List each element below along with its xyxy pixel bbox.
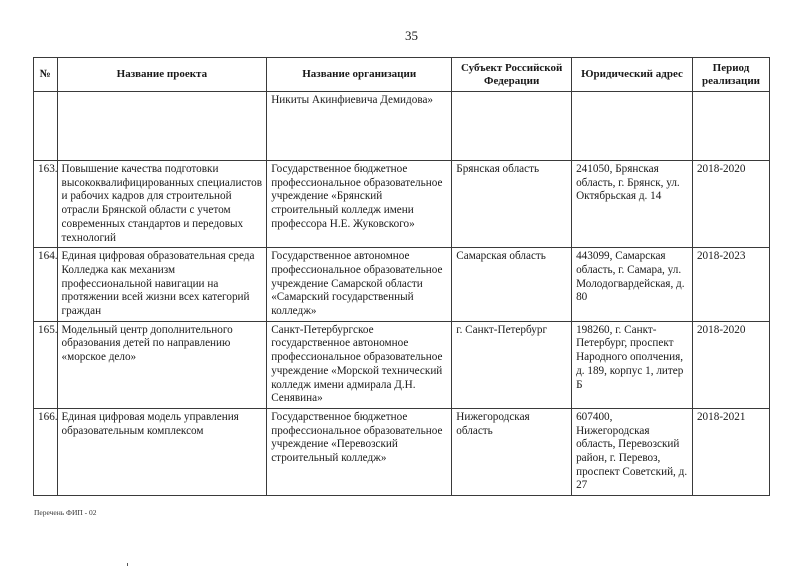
cell-address: 198260, г. Санкт-Петербург, проспект Народного ополчения, д. 189, корпус 1, литер Б [572,321,693,408]
header-organization: Название организации [267,58,452,92]
table-row [34,408,770,495]
cell-project: Единая цифровая образовательная среда Колледжа как механизм профессиональной навигации на протяжении всей жизни всех категорий граждан [57,248,267,322]
table-header-row [34,58,770,92]
header-subject: Субъект Российской Федерации [452,58,572,92]
cell-period: 2018-2020 [692,321,769,408]
cell-organization: Государственное бюджетное профессиональное образовательное учреждение «Брянский строительный колледж имени профессора Н.Е. Жуковского» [267,161,452,248]
cell-address: 443099, Самарская область, г. Самара, ул. Молодогвардейская, д. 80 [572,248,693,322]
cell-subject [452,92,572,161]
cell-period [692,92,769,161]
cell-num: 163. [34,161,58,248]
projects-table [33,57,770,496]
cell-num: 166. [34,408,58,495]
cell-project [57,92,267,161]
table-row [34,161,770,248]
table-row [34,321,770,408]
cell-organization: Государственное бюджетное профессиональное образовательное учреждение «Перевозский строительный колледж» [267,408,452,495]
header-project: Название проекта [57,58,267,92]
cell-num: 164. [34,248,58,322]
cell-organization: Никиты Акинфиевича Демидова» [267,92,452,161]
header-address: Юридический адрес [572,58,693,92]
cell-address: 241050, Брянская область, г. Брянск, ул. Октябрьская д. 14 [572,161,693,248]
page-footer: Перечень ФИП - 02 [34,508,97,517]
cell-period: 2018-2023 [692,248,769,322]
cell-subject: Брянская область [452,161,572,248]
table-row [34,248,770,322]
cell-num: 165. [34,321,58,408]
cell-subject: г. Санкт-Петербург [452,321,572,408]
cell-period: 2018-2021 [692,408,769,495]
cell-organization: Санкт-Петербургское государственное автономное профессиональное образовательное учреждение «Морской технический колледж имени адмирала Д.Н. Сенявина» [267,321,452,408]
cell-subject: Нижегородская область [452,408,572,495]
cell-organization: Государственное автономное профессиональное образовательное учреждение Самарской области «Самарский государственный колледж» [267,248,452,322]
header-num: № [34,58,58,92]
header-period: Период реализации [692,58,769,92]
cell-project: Повышение качества подготовки высококвалифицированных специалистов и рабочих кадров для строительной отрасли Брянской области с учетом современных стандартов и передовых технологий [57,161,267,248]
cell-project: Модельный центр дополнительного образования детей по направлению «морское дело» [57,321,267,408]
cell-project: Единая цифровая модель управления образовательным комплексом [57,408,267,495]
page-number: 35 [405,28,418,43]
cell-subject: Самарская область [452,248,572,322]
cell-num [34,92,58,161]
cell-address: 607400, Нижегородская область, Перевозский район, г. Перевоз, проспект Советский, д. 27 [572,408,693,495]
cell-period: 2018-2020 [692,161,769,248]
cell-address [572,92,693,161]
table-row-continuation [34,92,770,161]
